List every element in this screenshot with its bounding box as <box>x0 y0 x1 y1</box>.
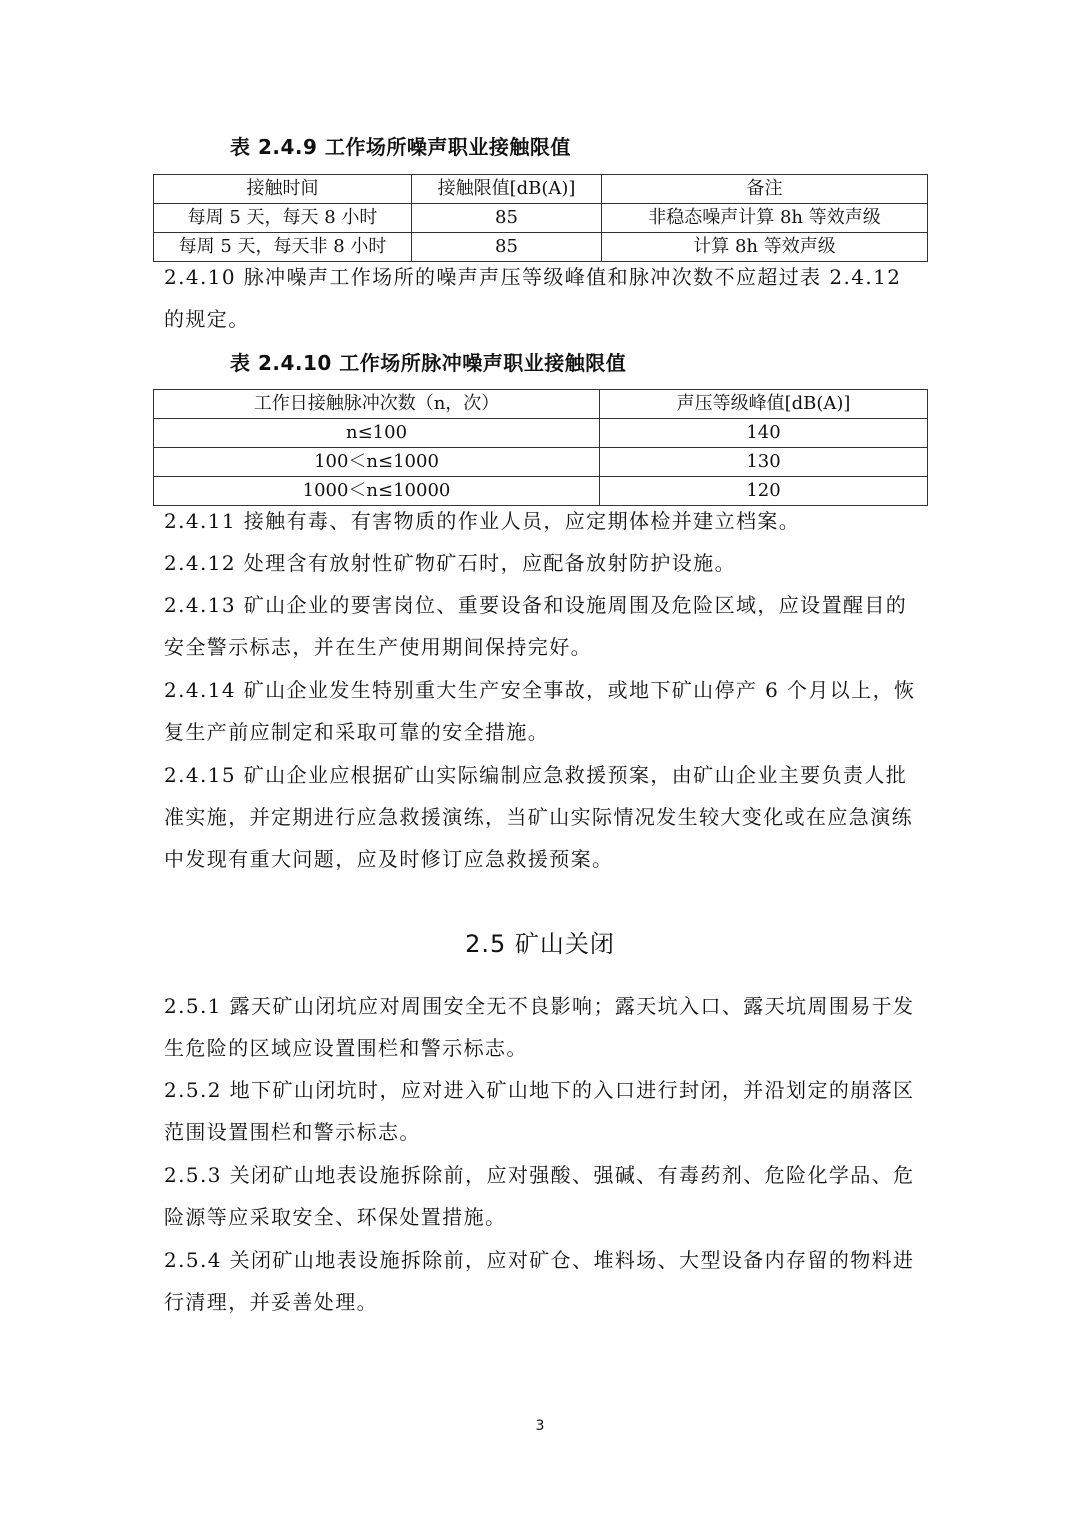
table-cell: 每周 5 天，每天 8 小时 <box>154 204 412 233</box>
paragraph-2-4-10: 2.4.10 脉冲噪声工作场所的噪声声压等级峰值和脉冲次数不应超过表 2.4.12 的规定。 <box>164 265 902 331</box>
table-cell: 计算 8h 等效声级 <box>602 233 928 262</box>
table-cell: 120 <box>600 477 928 506</box>
table-cell: 1000＜n≤10000 <box>154 477 600 506</box>
table-row <box>154 204 928 233</box>
section-title: 2.5 矿山关闭 <box>465 930 615 958</box>
table-caption: 表 2.4.10 工作场所脉冲噪声职业接触限值 <box>230 351 627 375</box>
paragraph-2-5-4: 2.5.4 关闭矿山地表设施拆除前，应对矿仓、堆料场、大型设备内存留的物料进行清理，并妥善处理。 <box>164 1248 915 1314</box>
page-number: 3 <box>535 1418 545 1434</box>
table-row <box>154 448 928 477</box>
paragraph-2-4-14: 2.4.14 矿山企业发生特别重大生产安全事故，或地下矿山停产 6 个月以上，恢复生产前应制定和采取可靠的安全措施。 <box>164 678 916 744</box>
paragraph-2-5-1: 2.5.1 露天矿山闭坑应对周围安全无不良影响；露天坑入口、露天坑周围易于发生危险的区域应设置围栏和警示标志。 <box>164 994 915 1060</box>
paragraph-2-4-13: 2.4.13 矿山企业的要害岗位、重要设备和设施周围及危险区域，应设置醒目的安全警示标志，并在生产使用期间保持完好。 <box>164 593 908 659</box>
table-cell: n≤100 <box>154 419 600 448</box>
table-caption: 表 2.4.9 工作场所噪声职业接触限值 <box>230 135 571 159</box>
paragraph-2-5-2: 2.5.2 地下矿山闭坑时，应对进入矿山地下的入口进行封闭，并沿划定的崩落区范围设置围栏和警示标志。 <box>164 1078 915 1144</box>
table-header-cell: 接触限值[dB(A)] <box>412 175 602 204</box>
table-header-row <box>154 175 928 204</box>
table-cell: 非稳态噪声计算 8h 等效声级 <box>602 204 928 233</box>
table-cell: 每周 5 天，每天非 8 小时 <box>154 233 412 262</box>
table-cell: 130 <box>600 448 928 477</box>
paragraph-2-4-11: 2.4.11 接触有毒、有害物质的作业人员，应定期体检并建立档案。 <box>164 509 801 533</box>
table-row <box>154 419 928 448</box>
noise-limit-table <box>153 174 928 262</box>
paragraph-2-4-12: 2.4.12 处理含有放射性矿物矿石时，应配备放射防护设施。 <box>164 551 736 575</box>
table-header-cell: 工作日接触脉冲次数（n，次） <box>154 390 600 419</box>
table-header-cell: 备注 <box>602 175 928 204</box>
paragraph-2-4-15: 2.4.15 矿山企业应根据矿山实际编制应急救援预案，由矿山企业主要负责人批准实施，并定期进行应急救援演练，当矿山实际情况发生较大变化或在应急演练中发现有重大问题，应及时修订应急救援预案。 <box>164 763 913 871</box>
table-cell: 85 <box>412 233 602 262</box>
impulse-noise-table <box>153 389 928 506</box>
table-cell: 85 <box>412 204 602 233</box>
table-header-cell: 声压等级峰值[dB(A)] <box>600 390 928 419</box>
paragraph-2-5-3: 2.5.3 关闭矿山地表设施拆除前，应对强酸、强碱、有毒药剂、危险化学品、危险源等应采取安全、环保处置措施。 <box>164 1163 915 1229</box>
table-cell: 100＜n≤1000 <box>154 448 600 477</box>
table-cell: 140 <box>600 419 928 448</box>
table-header-row <box>154 390 928 419</box>
table-header-cell: 接触时间 <box>154 175 412 204</box>
